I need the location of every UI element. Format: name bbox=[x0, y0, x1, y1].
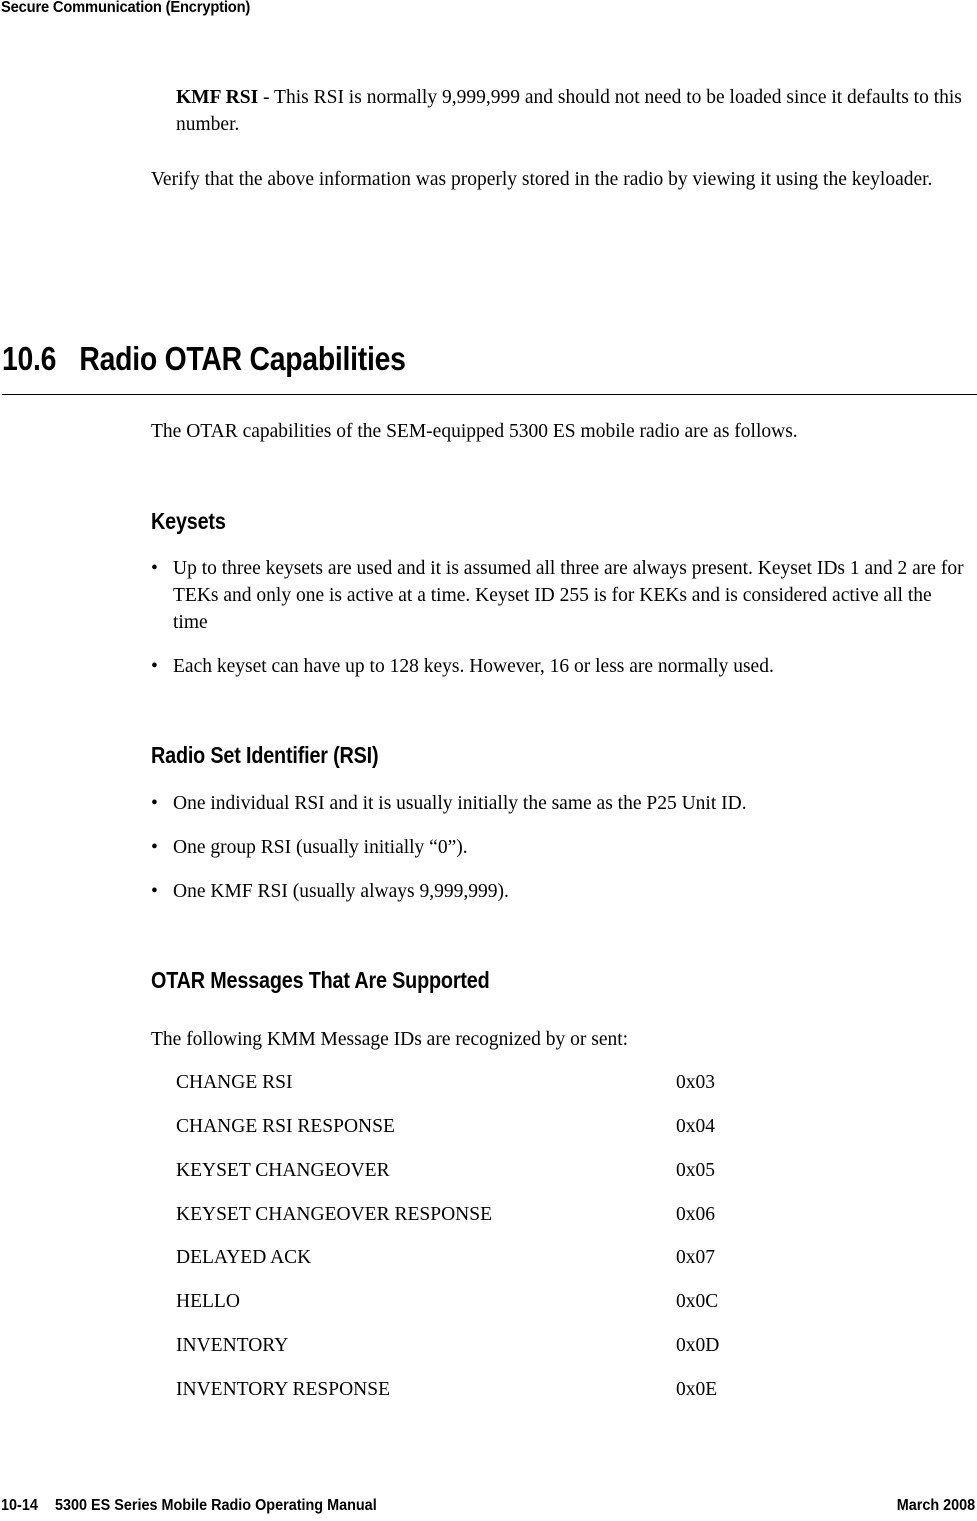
message-row bbox=[176, 1201, 776, 1228]
kmf-rsi-paragraph bbox=[176, 84, 966, 138]
bullet-icon: • bbox=[151, 837, 158, 858]
keysets-bullet-1 bbox=[151, 555, 971, 636]
section-number: 10.6 bbox=[2, 340, 57, 377]
message-row bbox=[176, 1157, 776, 1184]
message-name: DELAYED ACK bbox=[176, 1247, 312, 1268]
keysets-bullet-2-text: Each keyset can have up to 128 keys. However, 16 or less are normally used. bbox=[173, 656, 774, 677]
message-row bbox=[176, 1244, 776, 1271]
message-name: INVENTORY bbox=[176, 1335, 289, 1356]
verify-paragraph: Verify that the above information was properly stored in the radio by viewing it using the keyloader. bbox=[151, 169, 933, 190]
page-footer bbox=[1, 1497, 975, 1521]
otar-messages-heading: OTAR Messages That Are Supported bbox=[151, 967, 490, 993]
otar-messages-intro: The following KMM Message IDs are recognized by or sent: bbox=[151, 1029, 629, 1050]
keysets-bullet-2 bbox=[151, 653, 971, 680]
message-id: 0x0E bbox=[676, 1379, 718, 1400]
message-row bbox=[176, 1113, 776, 1140]
kmf-rsi-description: - This RSI is normally 9,999,999 and should not need to be loaded since it defaults to this number. bbox=[176, 87, 962, 135]
bullet-icon: • bbox=[151, 793, 158, 814]
message-name: KEYSET CHANGEOVER RESPONSE bbox=[176, 1204, 492, 1225]
footer-date: March 2008 bbox=[896, 1497, 975, 1514]
message-row bbox=[176, 1376, 776, 1403]
message-row bbox=[176, 1069, 776, 1096]
message-id: 0x0D bbox=[676, 1335, 720, 1356]
message-id: 0x07 bbox=[676, 1247, 715, 1268]
rsi-bullet-1 bbox=[151, 790, 971, 817]
message-id: 0x05 bbox=[676, 1160, 715, 1181]
rsi-heading: Radio Set Identifier (RSI) bbox=[151, 742, 379, 768]
bullet-icon: • bbox=[151, 558, 158, 579]
rsi-bullet-1-text: One individual RSI and it is usually initially the same as the P25 Unit ID. bbox=[173, 793, 747, 814]
bullet-icon: • bbox=[151, 881, 158, 902]
running-header-title: Secure Communication (Encryption) bbox=[1, 0, 251, 16]
message-name: KEYSET CHANGEOVER bbox=[176, 1160, 390, 1181]
keysets-heading: Keysets bbox=[151, 508, 226, 534]
bullet-icon: • bbox=[151, 656, 158, 677]
message-id: 0x03 bbox=[676, 1072, 715, 1093]
message-row bbox=[176, 1332, 776, 1359]
section-intro-paragraph: The OTAR capabilities of the SEM-equipped 5300 ES mobile radio are as follows. bbox=[151, 421, 798, 442]
page-number: 10-14 bbox=[1, 1497, 38, 1514]
message-row bbox=[176, 1288, 776, 1315]
rsi-bullet-3-text: One KMF RSI (usually always 9,999,999). bbox=[173, 881, 509, 902]
message-name: HELLO bbox=[176, 1291, 240, 1312]
rsi-bullet-2-text: One group RSI (usually initially “0”). bbox=[173, 837, 468, 858]
message-name: INVENTORY RESPONSE bbox=[176, 1379, 390, 1400]
message-name: CHANGE RSI bbox=[176, 1072, 293, 1093]
message-id: 0x0C bbox=[676, 1291, 719, 1312]
message-id: 0x04 bbox=[676, 1116, 715, 1137]
kmf-rsi-term: KMF RSI bbox=[176, 87, 259, 108]
message-name: CHANGE RSI RESPONSE bbox=[176, 1116, 395, 1137]
message-id: 0x06 bbox=[676, 1204, 715, 1225]
rsi-bullet-2 bbox=[151, 834, 971, 861]
rsi-bullet-3 bbox=[151, 878, 971, 905]
footer-left bbox=[1, 1497, 377, 1515]
keysets-bullet-1-text: Up to three keysets are used and it is assumed all three are always present. Keyset IDs 1 and 2 are for TEKs and only one is active at a time. Keyset ID 255 is for KEKs and is considered active all the time bbox=[173, 558, 964, 633]
manual-title: 5300 ES Series Mobile Radio Operating Manual bbox=[55, 1497, 377, 1514]
section-title: Radio OTAR Capabilities bbox=[79, 340, 406, 377]
section-heading bbox=[2, 340, 977, 395]
